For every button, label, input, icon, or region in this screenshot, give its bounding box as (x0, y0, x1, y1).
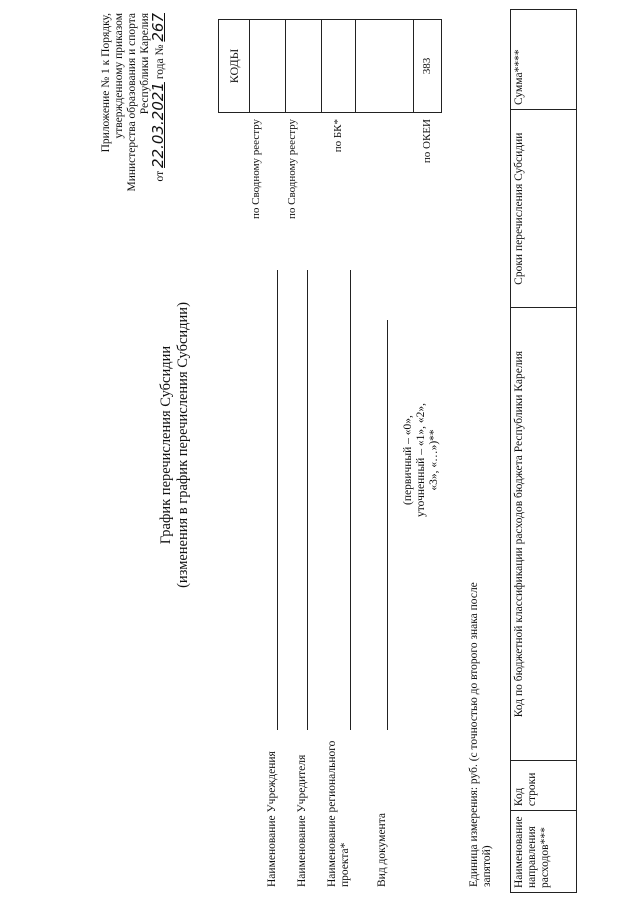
field-founder-line (307, 270, 308, 730)
handwritten-date: 22.03.2021 (149, 82, 167, 168)
appendix-line-3: Министерства образования и спорта (126, 13, 138, 192)
codes-table (218, 19, 442, 222)
field-doc-type-line (387, 320, 388, 730)
field-regional-project-line (350, 270, 351, 730)
codes-value-4 (356, 20, 414, 113)
field-regional-project-label: Наименование регионального проекта* (326, 740, 351, 887)
title-line-1: График перечисления Субсидии (158, 345, 174, 545)
field-doc-type-label: Вид документа (376, 813, 388, 887)
appendix-block (100, 13, 167, 245)
codes-label-3: по БК* (332, 119, 345, 153)
codes-value-1 (250, 20, 286, 113)
codes-label-4 (356, 113, 414, 223)
page-title (158, 265, 192, 625)
col-row-code: Код строки (511, 760, 577, 810)
unit-of-measure: Единица измерения: руб. (с точностью до второго знака после запятой) (468, 582, 493, 887)
codes-label-1: по Сводному реестру (249, 119, 262, 219)
title-line-2: (изменения в график перечисления Субсидии) (175, 302, 191, 588)
appendix-line-5: от 22.03.2021 года № 267 (149, 13, 167, 182)
codes-label-2: по Сводному реестру (285, 119, 298, 219)
field-founder-label: Наименование Учредителя (296, 754, 308, 887)
codes-label-okei: по ОКЕИ (421, 119, 434, 164)
codes-value-okei: 383 (414, 20, 442, 113)
schedule-table (510, 9, 577, 893)
field-institution-line (277, 270, 278, 730)
col-expense-direction: Наименование направления расходов*** (511, 811, 577, 893)
appendix-line-2: утвержденному приказом (113, 13, 125, 139)
col-budget-code: Код по бюджетной классификации расходов бюджета Республики Карелия (511, 308, 577, 760)
col-amount: Сумма**** (511, 10, 577, 110)
codes-header: КОДЫ (219, 20, 250, 113)
field-institution-label: Наименование Учреждения (266, 751, 278, 887)
appendix-line-1: Приложение № 1 к Порядку, (100, 13, 112, 153)
codes-value-2 (286, 20, 322, 113)
doc-type-note: (первичный – «0», уточненный – «1», «2», «3», «…»)** (402, 403, 440, 517)
col-transfer-dates: Сроки перечисления Субсидии (511, 109, 577, 307)
handwritten-number: 267 (149, 13, 167, 42)
codes-value-3 (322, 20, 356, 113)
appendix-line-4: Республики Карелия (139, 13, 151, 115)
